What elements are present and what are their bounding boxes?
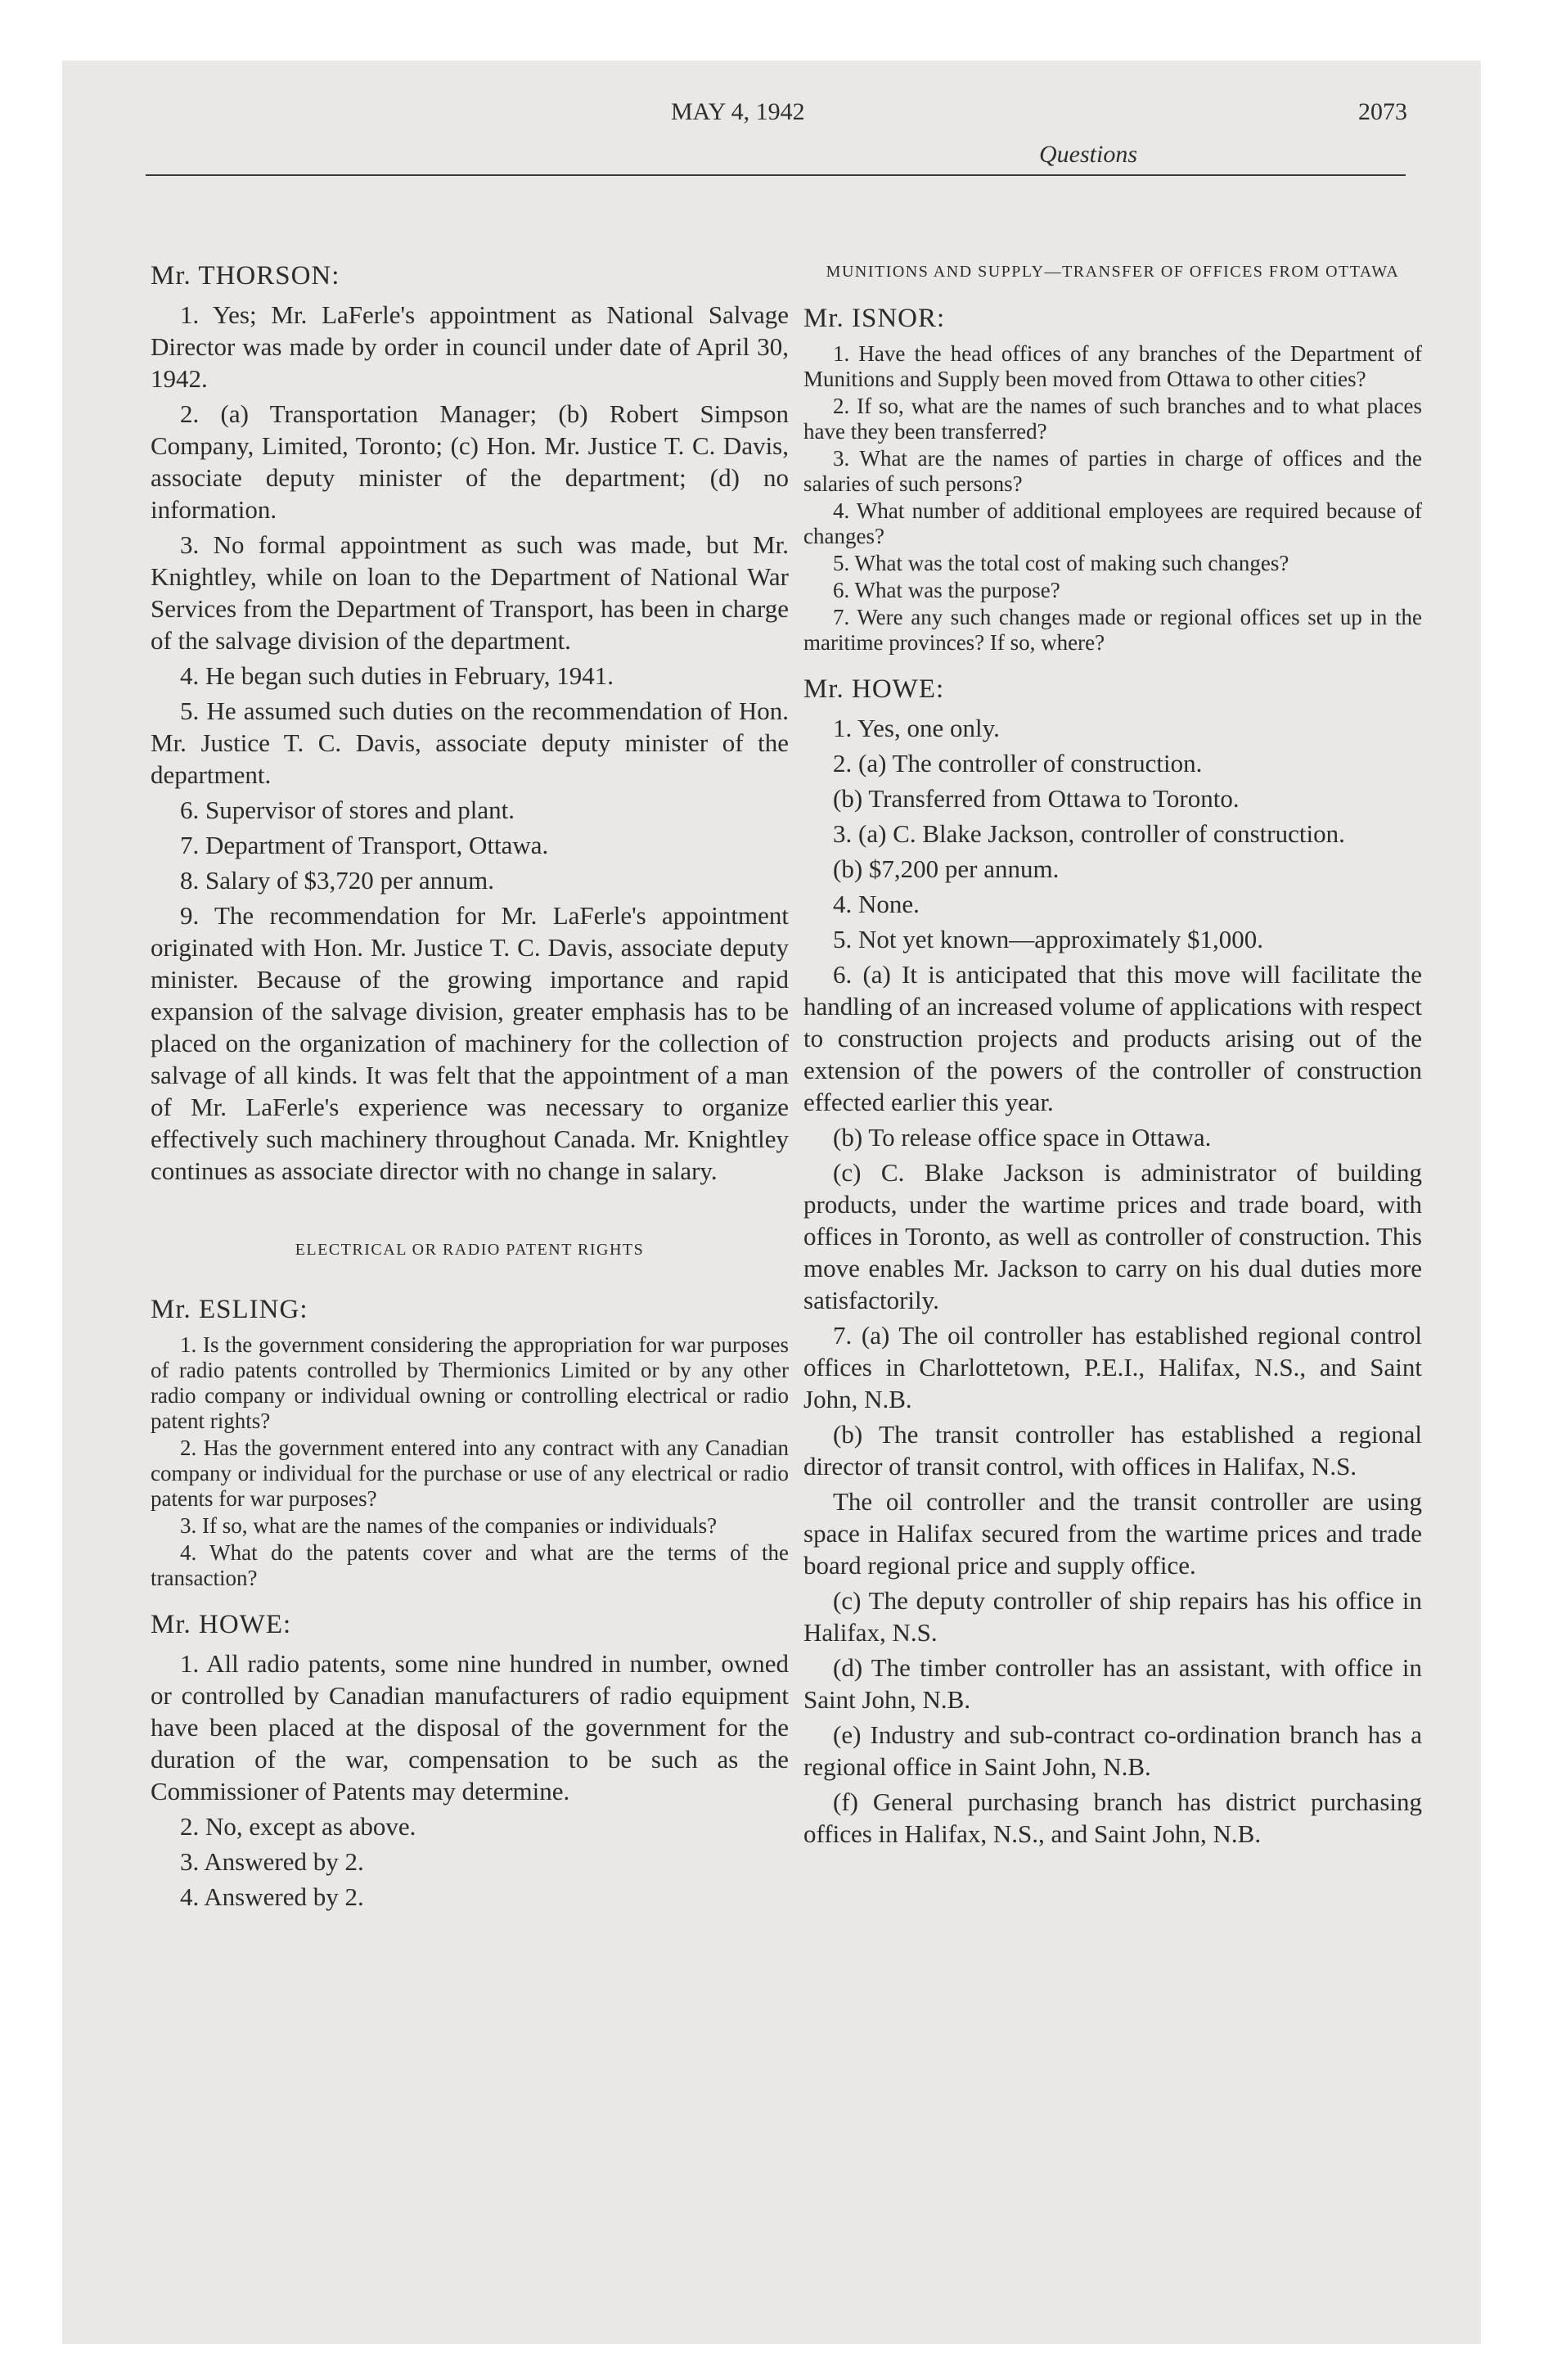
answer-list (803, 712, 1422, 1850)
question-paragraph: 6. What was the purpose? (833, 578, 1060, 602)
speaker-isnor: Mr. ISNOR: (803, 304, 946, 333)
answer-paragraph: (e) Industry and sub-contract co-ordination branch has a regional office in Saint John, N.B. (803, 1720, 1422, 1781)
answer-paragraph: (c) The deputy controller of ship repairs has his office in Halifax, N.S. (803, 1586, 1422, 1647)
answer-paragraph: 9. The recommendation for Mr. LaFerle's appointment originated with Hon. Mr. Justice T. C. Davis, associate deputy minister. Because of the growing importance and rapid expansion of the salvage division, greater emphasis has to be placed on the organization of machinery for the collection of salvage of all kinds. It was felt that the appointment of a man of Mr. LaFerle's experience was necessary to organize effectively such machinery throughout Canada. Mr. Knightley continues as associate director with no change in salary. (151, 901, 789, 1185)
question-paragraph: 4. What do the patents cover and what are the terms of the transaction? (151, 1540, 789, 1590)
answer-paragraph: (b) The transit controller has established a regional director of transit control, with offices in Halifax, N.S. (803, 1420, 1422, 1481)
question-paragraph: 1. Have the head offices of any branches of the Department of Munitions and Supply been moved from Ottawa to other cities? (803, 341, 1422, 391)
question-paragraph: 4. What number of additional employees are required because of changes? (803, 498, 1422, 548)
answer-paragraph: 3. Answered by 2. (180, 1847, 364, 1876)
answer-paragraph: 4. Answered by 2. (180, 1882, 364, 1911)
answer-paragraph: (b) To release office space in Ottawa. (833, 1123, 1212, 1152)
section-heading: ELECTRICAL OR RADIO PATENT RIGHTS (295, 1241, 645, 1259)
answer-paragraph: (f) General purchasing branch has district purchasing offices in Halifax, N.S., and Saint John, N.B. (803, 1787, 1422, 1848)
question-paragraph: 2. If so, what are the names of such branches and to what places have they been transferred? (803, 394, 1422, 444)
answer-paragraph: 6. Supervisor of stores and plant. (180, 796, 515, 824)
section-heading: MUNITIONS AND SUPPLY—TRANSFER OF OFFICES FROM OTTAWA (826, 263, 1400, 281)
question-paragraph: 7. Were any such changes made or regional offices set up in the maritime provinces? If so, where? (803, 605, 1422, 655)
answer-list (151, 1648, 789, 1913)
answer-paragraph: 7. (a) The oil controller has established regional control offices in Charlottetown, P.E.I., Halifax, N.S., and Saint John, N.B. (803, 1321, 1422, 1413)
answer-list (151, 299, 789, 1187)
answer-paragraph: (d) The timber controller has an assistant, with office in Saint John, N.B. (803, 1653, 1422, 1714)
answer-paragraph: (b) $7,200 per annum. (833, 854, 1060, 883)
question-paragraph: 3. What are the names of parties in charge of offices and the salaries of such persons? (803, 446, 1422, 496)
header-rule (146, 174, 1406, 176)
answer-paragraph: 2. No, except as above. (180, 1812, 416, 1841)
speaker-howe: Mr. HOWE: (151, 1610, 292, 1639)
answer-paragraph: 2. (a) The controller of construction. (833, 749, 1203, 778)
answer-paragraph: 3. No formal appointment as such was made, but Mr. Knightley, while on loan to the Department of National War Services from the Department of Transport, has been in charge of the salvage division of the department. (151, 530, 789, 655)
speaker-howe: Mr. HOWE: (803, 674, 945, 704)
question-list (803, 341, 1422, 656)
answer-paragraph: 4. None. (833, 890, 920, 918)
answer-paragraph: 4. He began such duties in February, 1941. (180, 661, 614, 690)
answer-paragraph: 3. (a) C. Blake Jackson, controller of construction. (833, 819, 1345, 848)
answer-paragraph: (c) C. Blake Jackson is administrator of building products, under the wartime prices and trade board, with offices in Toronto, as well as controller of construction. This move enables Mr. Jackson to carry on his dual duties more satisfactorily. (803, 1158, 1422, 1314)
question-paragraph: 3. If so, what are the names of the companies or individuals? (180, 1513, 718, 1538)
question-paragraph: 1. Is the government considering the appropriation for war purposes of radio patents controlled by Thermionics Limited or by any other radio company or individual owning or controlling electrical or radio patent rights? (151, 1332, 789, 1433)
answer-paragraph: 1. All radio patents, some nine hundred in number, owned or controlled by Canadian manufacturers of radio equipment have been placed at the disposal of the government for the duration of the war, compensation to be such as the Commissioner of Patents may determine. (151, 1649, 789, 1805)
page-number: 2073 (1358, 98, 1407, 125)
left-column (151, 188, 789, 1916)
answer-paragraph: 7. Department of Transport, Ottawa. (180, 831, 549, 859)
question-paragraph: 2. Has the government entered into any contract with any Canadian company or individual for the purchase or use of any electrical or radio patents for war purposes? (151, 1436, 789, 1511)
answer-paragraph: 8. Salary of $3,720 per annum. (180, 866, 494, 895)
answer-paragraph: 5. He assumed such duties on the recommendation of Hon. Mr. Justice T. C. Davis, associate deputy minister of the department. (151, 696, 789, 789)
header-date: MAY 4, 1942 (671, 98, 805, 125)
speaker-esling: Mr. ESLING: (151, 1295, 308, 1324)
question-paragraph: 5. What was the total cost of making such changes? (833, 551, 1289, 575)
answer-paragraph: 5. Not yet known—approximately $1,000. (833, 925, 1264, 953)
answer-paragraph: 1. Yes; Mr. LaFerle's appointment as National Salvage Director was made by order in council under date of April 30, 1942. (151, 300, 789, 393)
question-list (151, 1332, 789, 1591)
speaker-thorson: Mr. THORSON: (151, 261, 340, 291)
answer-paragraph: The oil controller and the transit controller are using space in Halifax secured from the wartime prices and trade board regional price and supply office. (803, 1487, 1422, 1580)
answer-paragraph: 2. (a) Transportation Manager; (b) Robert Simpson Company, Limited, Toronto; (c) Hon. Mr. Justice T. C. Davis, associate deputy minister of the department; (d) no information. (151, 399, 789, 524)
answer-paragraph: (b) Transferred from Ottawa to Toronto. (833, 784, 1240, 813)
section-title: Questions (1039, 141, 1137, 168)
answer-paragraph: 6. (a) It is anticipated that this move will facilitate the handling of an increased volume of applications with respect to construction projects and products arising out of the extension of the powers of the controller of construction effected earlier this year. (803, 960, 1422, 1116)
answer-paragraph: 1. Yes, one only. (833, 714, 1000, 742)
right-column (803, 188, 1422, 1853)
